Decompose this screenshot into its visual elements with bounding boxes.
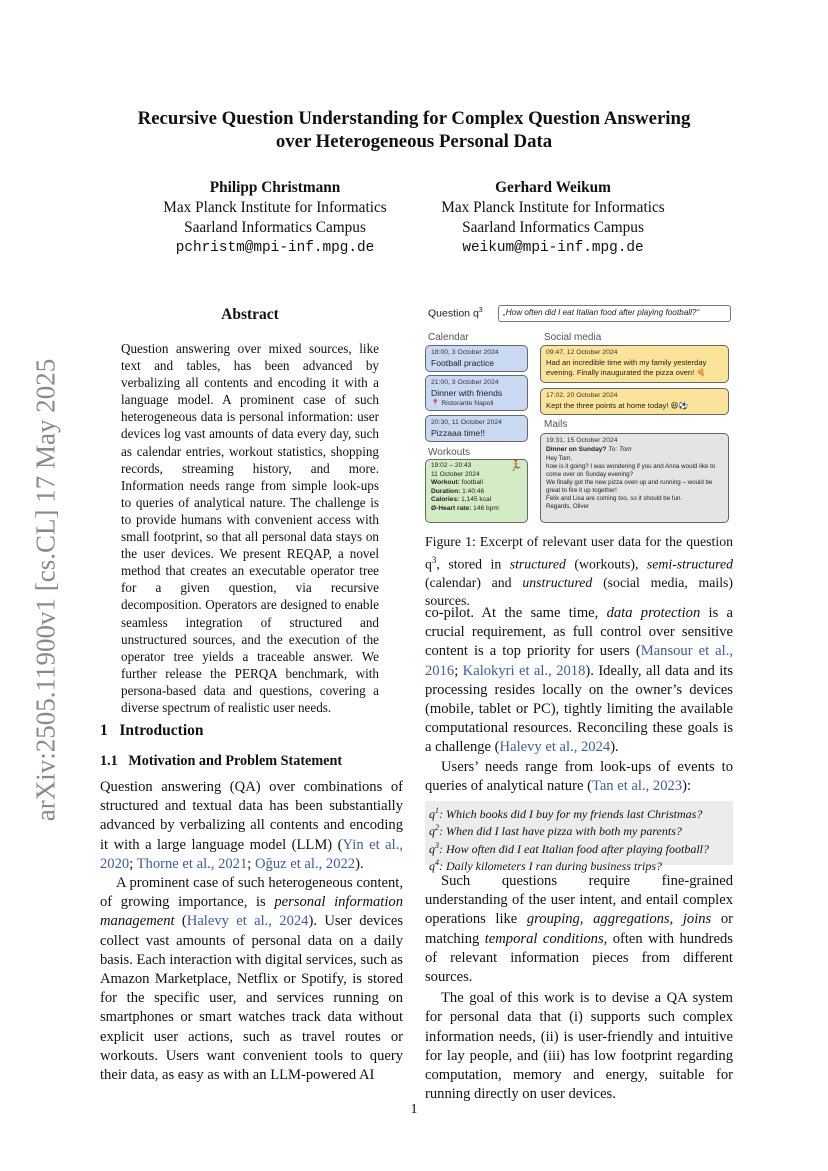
arxiv-identifier: arXiv:2505.11900v1 [cs.CL] 17 May 2025 [30, 358, 61, 822]
right-body [425, 604, 733, 796]
author-1 [130, 178, 420, 258]
social-post: 17:02, 20 October 2024 Kept the three points at home today! 😆⚽ [540, 388, 729, 415]
social-post: 09:47, 12 October 2024 Had an incredible time with my family yesterday evening. Finally inaugurated the pizza oven! 🍕 [540, 345, 729, 383]
social-media-label: Social media [544, 332, 602, 343]
author-affiliation: Saarland Informatics Campus [462, 219, 644, 236]
citation-link[interactable]: Halevy et al., 2024 [186, 913, 309, 930]
author-affiliation: Saarland Informatics Campus [184, 219, 366, 236]
citation-link[interactable]: Oğuz et al., 2022 [254, 855, 356, 872]
figure-caption: Figure 1: Excerpt of relevant user data for the question $q^3$, stored in structured (workouts), semi-structured (calendar) and unstructured (social media, mails) sources. [425, 534, 733, 608]
paragraph: co-pilot. At the same time, data protection is a crucial requirement, as full control over sensitive content is a top priority for users (Mansour et al., 2016; Kalokyri et al., 2018). Ideally, all data and its processing resides locally on the owner’s devices (mobile, tablet or PC), tightly limiting the available computational resources. Reconciling these goals is a challenge (Halevy et al., 2024). [425, 605, 734, 756]
question-item: $q^4$: Daily kilometers I ran during business trips? [429, 858, 662, 874]
figure-1 [425, 304, 733, 526]
citation-link[interactable]: Tan et al., 2023 [591, 777, 683, 794]
running-icon: 🏃 [509, 460, 523, 472]
paragraph: Question answering (QA) over combinations of structured and textual data has been substantially advanced by verbalizing all contents and encoding it with a large language model (LLM) (Yin et al., 2020; Thorne et al., 2021; Oğuz et al., 2022). [100, 779, 403, 872]
question-item: $q^2$: When did I last have pizza with both my parents? [429, 823, 682, 839]
citation-link[interactable]: Yin et al., 2020 [100, 836, 403, 872]
calendar-entry: 20:30, 11 October 2024 Pizzaaa time!! [425, 415, 528, 442]
workouts-label: Workouts [428, 447, 471, 458]
citation-link[interactable]: Mansour et al., 2016 [425, 643, 733, 679]
example-questions [425, 801, 733, 874]
author-email[interactable]: weikum@mpi-inf.mpg.de [462, 240, 644, 256]
paragraph: Such questions require fine-grained understanding of the user intent, and entail complex operations like grouping, aggregations, joins or matching temporal conditions, often with hundreds of relevant information pieces from different sources. [425, 873, 733, 986]
calendar-label: Calendar [428, 332, 469, 343]
title-line-2: over Heterogeneous Personal Data [275, 131, 553, 152]
workout-entry: 🏃 19:02 – 20:43 11 October 2024 Workout: football Duration: 1:40:46 Calories: 1,145 kcal Ø-Heart rate: 146 bpm [425, 459, 528, 523]
question-item: $q^3$: How often did I eat Italian food after playing football? [429, 840, 709, 856]
paper-title [90, 107, 738, 153]
citation-link[interactable]: Thorne et al., 2021 [136, 855, 248, 872]
question-box: „How often did I eat Italian food after playing football?“ [498, 305, 731, 322]
citation-link[interactable]: Kalokyri et al., 2018 [462, 662, 586, 679]
author-affiliation: Max Planck Institute for Informatics [163, 199, 387, 216]
question-item: $q^1$: Which books did I buy for my friends last Christmas? [429, 806, 703, 821]
intro-body [100, 778, 403, 1085]
paragraph: The goal of this work is to devise a QA system for personal data that (i) supports such complex information needs, (ii) is user-friendly and intuitive for lay people, and (iii) has low footprint regarding computation, memory and energy, suitable for running directly on user devices. [425, 990, 733, 1103]
subsection-heading: 1.1 Motivation and Problem Statement [100, 753, 343, 769]
section-heading: 1 Introduction [100, 722, 204, 739]
right-body-2 [425, 872, 733, 1104]
author-name: Gerhard Weikum [495, 179, 611, 196]
paragraph: Users’ needs range from look-ups of events to queries of analytical nature (Tan et al., 2023): [425, 758, 733, 794]
mails-label: Mails [544, 419, 568, 430]
citation-link[interactable]: Halevy et al., 2024 [499, 739, 611, 756]
page-number: 1 [410, 1102, 418, 1117]
author-affiliation: Max Planck Institute for Informatics [441, 199, 665, 216]
abstract-heading: Abstract [221, 306, 279, 323]
paragraph: A prominent case of such heterogeneous content, of growing importance, is personal information management (Halevy et al., 2024). User devices collect vast amounts of personal data on a daily basis. Each interaction with digital services, such as Amazon Marketplace, Netflix or Spotify, is stored for the specific user, and services running on smartphones or smart watches track data without explicit user actions, such as travel routes or workouts. Users want convenient tools to query their data, as easy as with an LLM-powered AI [100, 875, 403, 1084]
title-line-1: Recursive Question Understanding for Complex Question Answering [137, 108, 691, 129]
author-2 [408, 178, 698, 258]
question-label: Question $q^3$ [428, 307, 483, 320]
calendar-entry: 18:00, 3 October 2024 Football practice [425, 345, 528, 372]
mail-entry: 19:31, 15 October 2024 Dinner on Sunday? To: Tom Hey Tom, how is it going? I was wondering if you and Anna would like to come over on Sunday evening? We finally got the new pizza oven up and running – would be great to fire it up together! Felix and Lisa are coming too, so it should be fun. Regards, Oliver [540, 433, 729, 523]
abstract-text: Question answering over mixed sources, like text and tables, has been advanced by verbalizing all contents and encoding it with a language model. A prominent case of such heterogeneous data is personal information: user devices log vast amounts of data every day, such as calendar entries, workout statistics, shopping records, streaming history, and more. Information needs range from simple look-ups to queries of analytical nature. The challenge is to provide humans with convenient access with small footprint, so that all personal data stays on the user devices. We present REQAP, a novel method that creates an executable operator tree for a given question, via recursive decomposition. Operators are designed to enable seamless integration of structured and unstructured sources, and the execution of the operator tree yields a traceable answer. We further release the PERQA benchmark, with persona-based data and questions, covering a diverse spectrum of realistic user needs. [121, 341, 379, 715]
author-email[interactable]: pchristm@mpi-inf.mpg.de [175, 240, 375, 256]
calendar-entry: 21:00, 3 October 2024 Dinner with friends 📍 Ristorante Napoli [425, 375, 528, 411]
author-name: Philipp Christmann [209, 179, 341, 196]
